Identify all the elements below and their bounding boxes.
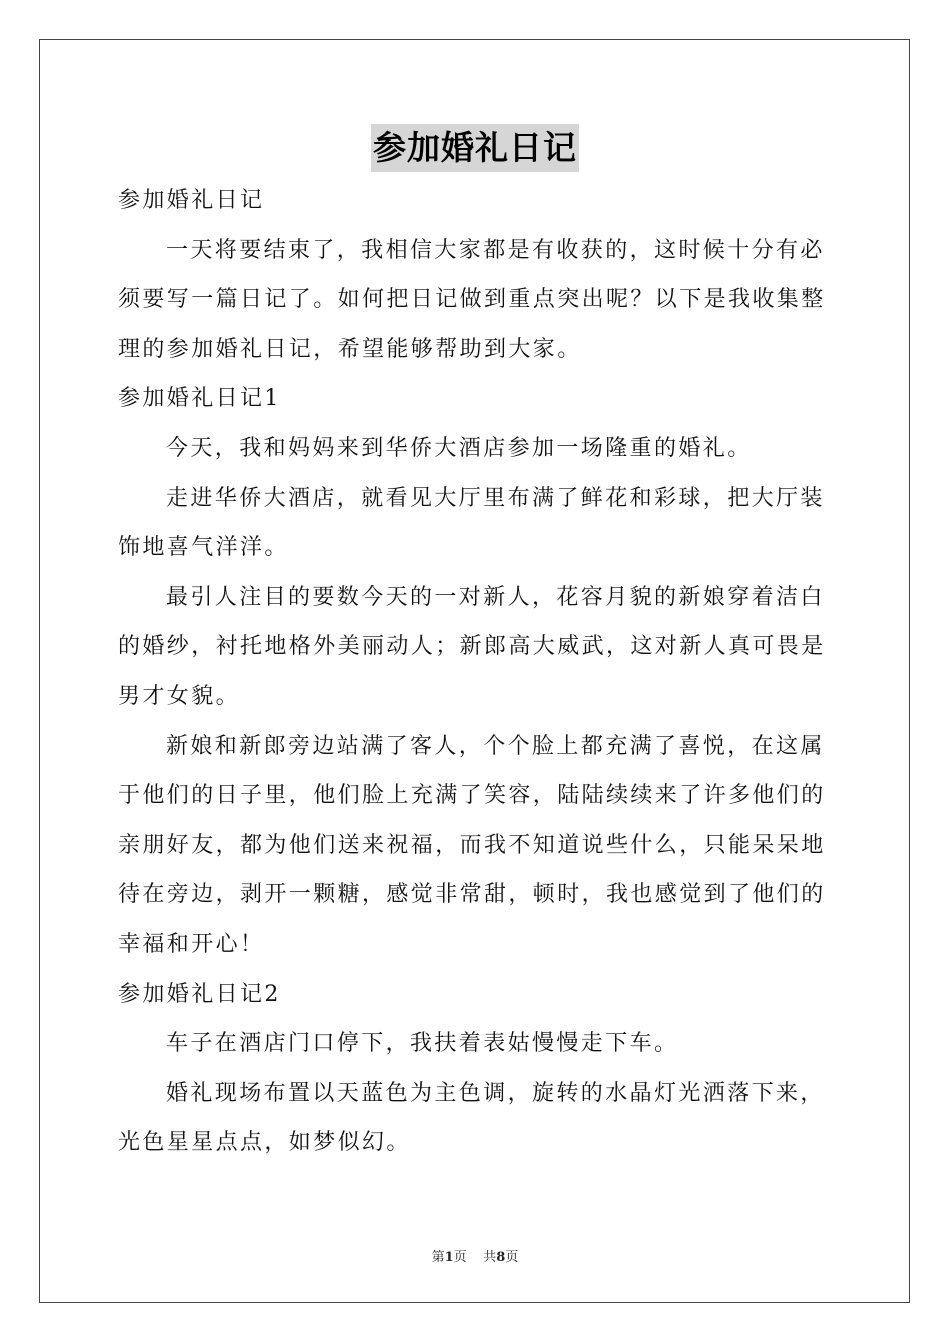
body-paragraph: 走进华侨大酒店，就看见大厅里布满了鲜花和彩球，把大厅装饰地喜气洋洋。	[118, 485, 825, 561]
total-suffix: 页	[505, 1250, 519, 1265]
section-heading: 参加婚礼日记	[118, 188, 265, 213]
document-title: 参加婚礼日记	[371, 124, 579, 172]
title-container	[0, 124, 950, 172]
body-paragraph: 最引人注目的要数今天的一对新人，花容月貌的新娘穿着洁白的婚纱，衬托地格外美丽动人；新郎高大威武，这对新人真可畏是男才女貌。	[118, 584, 826, 709]
body-paragraph: 新娘和新郎旁边站满了客人，个个脸上都充满了喜悦，在这属于他们的日子里，他们脸上充满了笑容，陆陆续续来了许多他们的亲朋好友，都为他们送来祝福，而我不知道说些什么，只能呆呆地待在旁边，剥开一颗糖，感觉非常甜，顿时，我也感觉到了他们的幸福和开心！	[118, 733, 826, 957]
body-paragraph: 婚礼现场布置以天蓝色为主色调，旋转的水晶灯光洒落下来，光色星星点点，如梦似幻。	[118, 1080, 825, 1156]
intro-paragraph: 一天将要结束了，我相信大家都是有收获的，这时候十分有必须要写一篇日记了。如何把日记做到重点突出呢？以下是我收集整理的参加婚礼日记，希望能够帮助到大家。	[118, 237, 826, 362]
body-paragraph: 今天，我和妈妈来到华侨大酒店参加一场隆重的婚礼。	[166, 435, 752, 461]
page-prefix: 第	[431, 1250, 445, 1265]
section-heading: 参加婚礼日记1	[118, 386, 281, 412]
page-footer	[0, 1246, 950, 1265]
page-suffix: 页	[453, 1250, 467, 1265]
section-heading: 参加婚礼日记2	[118, 981, 281, 1007]
total-pages-number: 8	[496, 1250, 506, 1265]
document-body	[118, 176, 834, 1168]
current-page-number: 1	[444, 1250, 454, 1265]
body-paragraph: 车子在酒店门口停下，我扶着表姑慢慢走下车。	[166, 1031, 679, 1057]
total-prefix: 共	[483, 1250, 497, 1265]
